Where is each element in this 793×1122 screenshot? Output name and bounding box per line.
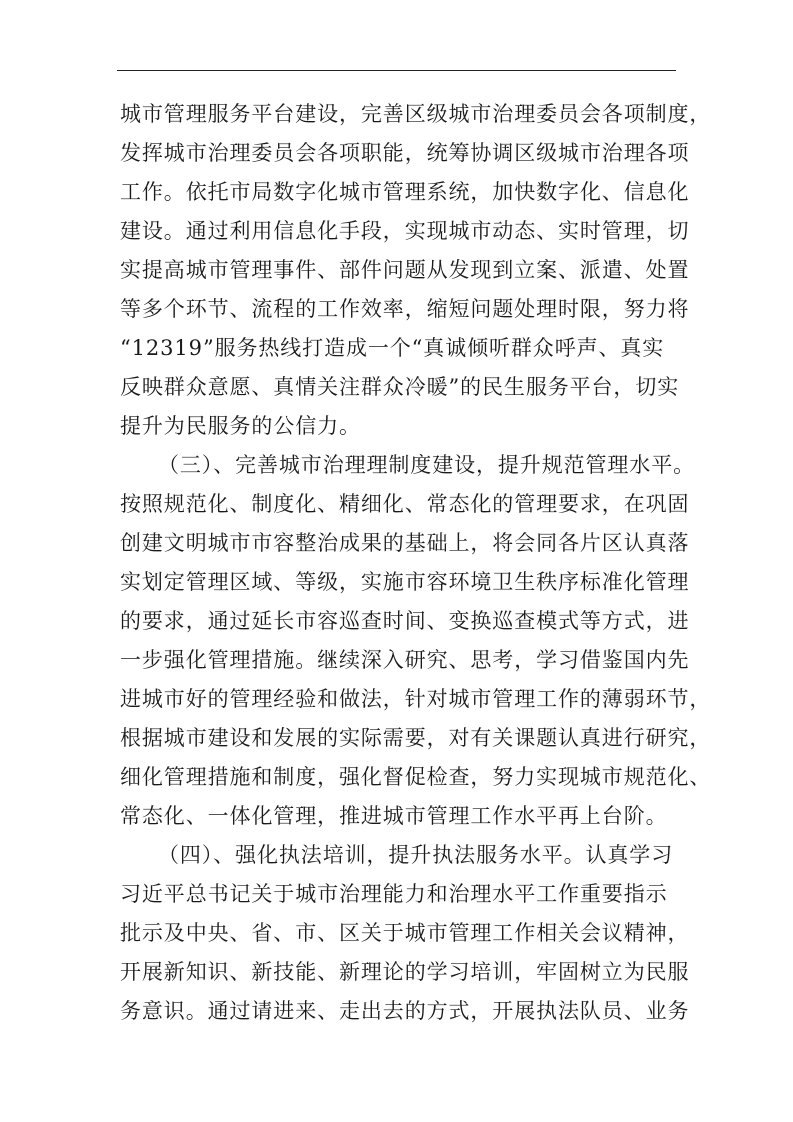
header-rule	[117, 70, 676, 71]
text-line: 建设。通过利用信息化手段，实现城市动态、实时管理，切	[120, 219, 690, 243]
text-line: 批示及中央、省、市、区关于城市管理工作相关会议精神，	[120, 921, 690, 945]
text-line: 按照规范化、制度化、精细化、常态化的管理要求，在巩固	[120, 492, 690, 516]
text-line: 城市管理服务平台建设，完善区级城市治理委员会各项制度，	[120, 102, 712, 126]
text-line: 务意识。通过请进来、走出去的方式，开展执法队员、业务	[120, 999, 690, 1023]
section-heading-4: （四）、强化执法培训，提升执法服务水平。认真学习	[158, 843, 674, 867]
text-line: 开展新知识、新技能、新理论的学习培训，牢固树立为民服	[120, 960, 690, 984]
text-line: 反映群众意愿、真情关注群众冷暖”的民生服务平台，切实	[120, 375, 680, 399]
text-line: 根据城市建设和发展的实际需要，对有关课题认真进行研究，	[120, 726, 712, 750]
text-line: 一步强化管理措施。继续深入研究、思考，学习借鉴国内先	[120, 648, 690, 672]
text-line: “12319”服务热线打造成一个“真诚倾听群众呼声、真实	[120, 336, 665, 360]
text-line: 提升为民服务的公信力。	[120, 414, 361, 438]
text-line: 创建文明城市市容整治成果的基础上，将会同各片区认真落	[120, 531, 690, 555]
text-line: 等多个环节、流程的工作效率，缩短问题处理时限，努力将	[120, 297, 690, 321]
text-line: 实划定管理区域、等级，实施市容环境卫生秩序标准化管理	[120, 570, 690, 594]
document-body	[120, 95, 712, 1031]
text-line: 发挥城市治理委员会各项职能，统筹协调区级城市治理各项	[120, 141, 690, 165]
text-line: 常态化、一体化管理，推进城市管理工作水平再上台阶。	[120, 804, 668, 828]
text-line: 的要求，通过延长市容巡查时间、变换巡查模式等方式，进	[120, 609, 690, 633]
text-line: 习近平总书记关于城市治理能力和治理水平工作重要指示	[120, 882, 668, 906]
section-heading-3: （三）、完善城市治理理制度建设，提升规范管理水平。	[158, 453, 695, 477]
text-line: 细化管理措施和制度，强化督促检查，努力实现城市规范化、	[120, 765, 712, 789]
text-line: 进城市好的管理经验和做法，针对城市管理工作的薄弱环节，	[120, 687, 712, 711]
text-line: 实提高城市管理事件、部件问题从发现到立案、派遣、处置	[120, 258, 690, 282]
text-line: 工作。依托市局数字化城市管理系统，加快数字化、信息化	[120, 180, 690, 204]
